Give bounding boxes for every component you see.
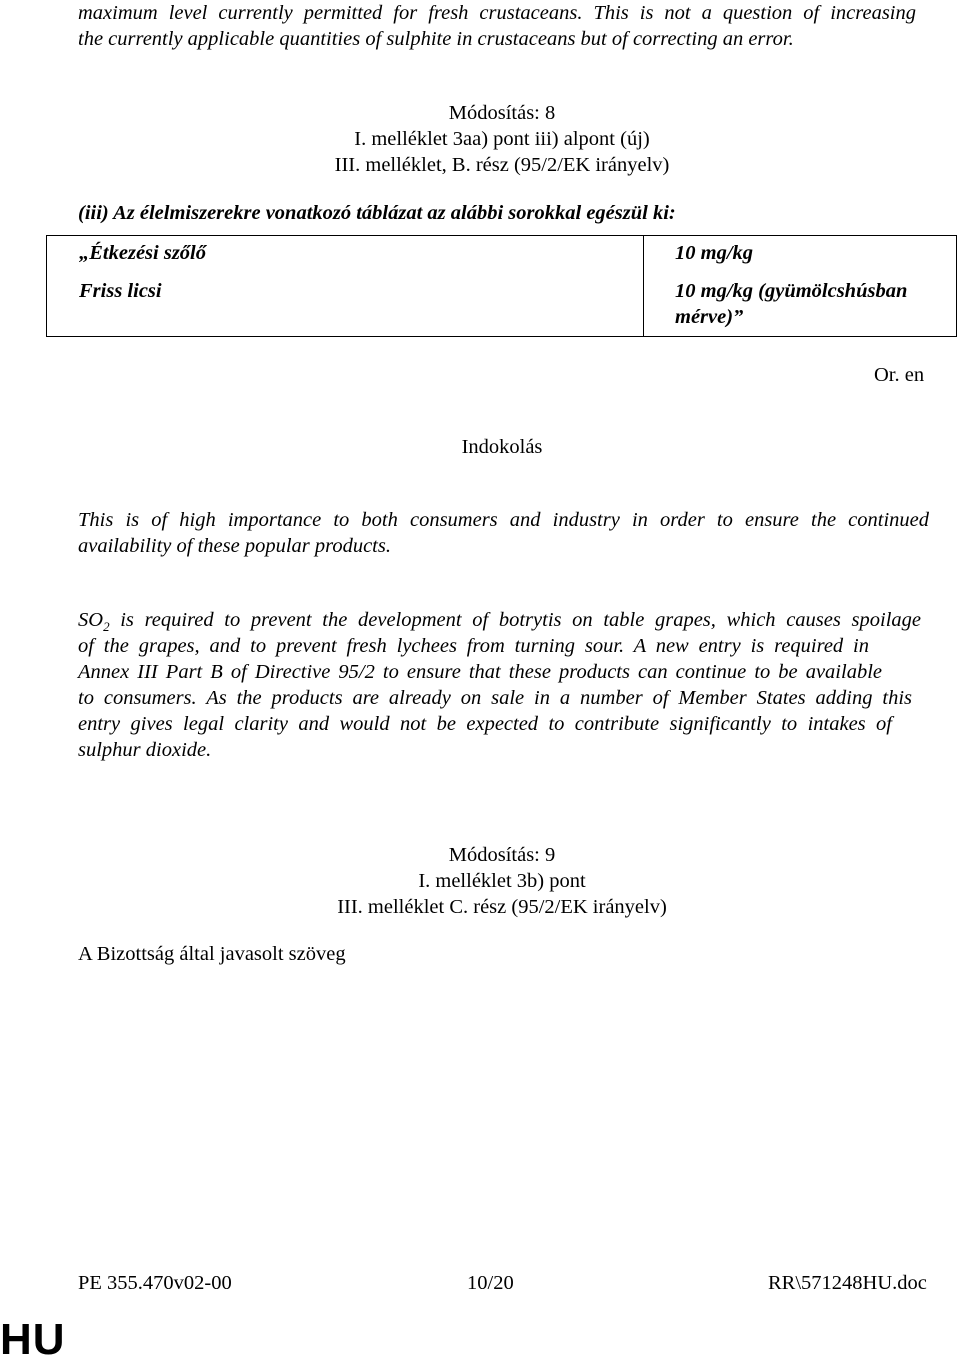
- table-intro: (iii) Az élelmiszerekre vonatkozó táblázat az alábbi sorokkal egészül ki:: [78, 202, 676, 224]
- top-paragraph-line2: the currently applicable quantities of sulphite in crustaceans but of correcting an error.: [78, 28, 794, 50]
- amendment-table: [46, 235, 957, 337]
- language-code: HU: [0, 1315, 66, 1364]
- amendment-8-ref1: I. melléklet 3aa) pont iii) alpont (új): [354, 128, 650, 150]
- justification-2-line3: Annex III Part B of Directive 95/2 to ensure that these products can continue to be available: [78, 661, 882, 683]
- justification-2-line4: to consumers. As the products are already on sale in a number of Member States adding this: [78, 687, 912, 709]
- amendment-8-ref2: III. melléklet, B. rész (95/2/EK irányelv): [334, 154, 670, 176]
- footer-file-name: RR\571248HU.doc: [768, 1272, 927, 1294]
- amendment-9-ref2: III. melléklet C. rész (95/2/EK irányelv): [337, 896, 667, 918]
- amendment-8-number: Módosítás: 8: [448, 102, 556, 124]
- table-row-food: „Étkezési szőlő: [79, 242, 206, 264]
- justification-2-line1: $SO_2$ is required to prevent the development of botrytis on table grapes, which causes spoilage: [78, 609, 921, 635]
- justification-2-line5: entry gives legal clarity and would not be expected to contribute significantly to intakes of: [78, 713, 892, 735]
- table-row-food: Friss licsi: [79, 280, 162, 302]
- table-row-value: 10 mg/kg: [675, 242, 754, 264]
- justification-heading: Indokolás: [461, 436, 543, 458]
- justification-1-line2: availability of these popular products.: [78, 535, 391, 557]
- justification-2-line2: of the grapes, and to prevent fresh lychees from turning sour. A new entry is required in: [78, 635, 869, 657]
- footer-page-number: 10/20: [467, 1272, 514, 1294]
- table-value-cell: [644, 236, 957, 337]
- justification-1-line1: This is of high importance to both consumers and industry in order to ensure the continued: [78, 509, 929, 531]
- amendment-9-ref1: I. melléklet 3b) pont: [418, 870, 586, 892]
- so2-formula: $SO_2$: [78, 609, 110, 635]
- table-food-cell: [47, 236, 644, 337]
- commission-text-label: A Bizottság által javasolt szöveg: [78, 943, 346, 965]
- table-row-value: 10 mg/kg (gyümölcshúsban mérve)”: [675, 280, 908, 328]
- amendment-9-number: Módosítás: 9: [448, 844, 556, 866]
- original-language: Or. en: [874, 364, 925, 386]
- justification-2-line6: sulphur dioxide.: [78, 739, 212, 761]
- top-paragraph-line1: maximum level currently permitted for fresh crustaceans. This is not a question of increasing: [78, 2, 916, 24]
- footer-doc-ref: PE 355.470v02-00: [78, 1272, 232, 1294]
